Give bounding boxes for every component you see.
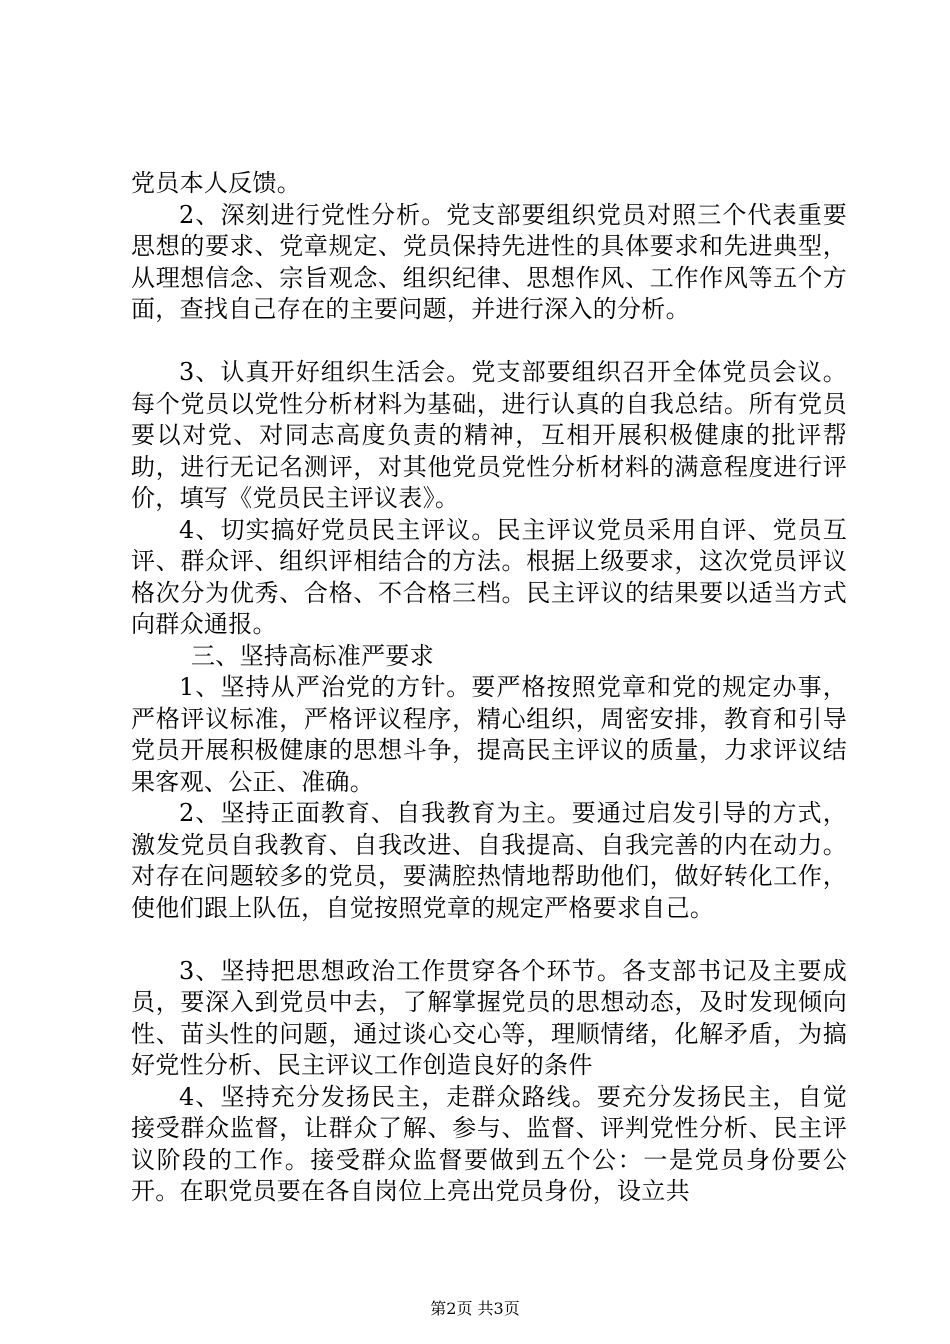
- paragraph-7: 2、坚持正面教育、自我教育为主。要通过启发引导的方式，激发党员自我教育、自我改进、自我提高、自我完善的内在动力。对存在问题较多的党员，要满腔热情地帮助他们，做好转化工作，使他们跟上队伍，自觉按照党章的规定严格要求自己。: [131, 799, 847, 922]
- paragraph-10: 4、坚持充分发扬民主，走群众路线。要充分发扬民主，自觉接受群众监督，让群众了解、参与、监督、评判党性分析、民主评议阶段的工作。接受群众监督要做到五个公：一是党员身份要公开。在职党员要在各自岗位上亮出党员身份，设立共: [131, 1082, 847, 1205]
- page-footer: 第2页 共3页: [430, 1299, 520, 1318]
- paragraph-gap: [131, 924, 847, 956]
- section-heading: 三、坚持高标准严要求: [191, 641, 434, 670]
- paragraph-6: 1、坚持从严治党的方针。要严格按照党章和党的规定办事，严格评议标准，严格评议程序，精心组织，周密安排，教育和引导党员开展积极健康的思想斗争，提高民主评议的质量，力求评议结果客观、公正、准确。: [131, 673, 847, 796]
- paragraph-9: 3、坚持把思想政治工作贯穿各个环节。各支部书记及主要成员，要深入到党员中去，了解掌握党员的思想动态，及时发现倾向性、苗头性的问题，通过谈心交心等，理顺情绪，化解矛盾，为搞好党性分析、民主评议工作创造良好的条件: [131, 956, 847, 1079]
- paragraph-4: 4、切实搞好党员民主评议。民主评议党员采用自评、党员互评、群众评、组织评相结合的方法。根据上级要求，这次党员评议格次分为优秀、合格、不合格三档。民主评议的结果要以适当方式向群众通报。: [131, 515, 847, 638]
- paragraph-gap: [131, 326, 847, 358]
- paragraph-3: 3、认真开好组织生活会。党支部要组织召开全体党员会议。每个党员以党性分析材料为基础，进行认真的自我总结。所有党员要以对党、对同志高度负责的精神，互相开展积极健康的批评帮助，进行无记名测评，对其他党员党性分析材料的满意程度进行评价，填写《党员民主评议表》。: [131, 358, 847, 512]
- document-body: [131, 168, 847, 1208]
- paragraph-0: 党员本人反馈。: [131, 169, 302, 197]
- paragraph-1: 2、深刻进行党性分析。党支部要组织党员对照三个代表重要思想的要求、党章规定、党员保持先进性的具体要求和先进典型，从理想信念、宗旨观念、组织纪律、思想作风、工作作风等五个方面，查找自己存在的主要问题，并进行深入的分析。: [131, 200, 847, 323]
